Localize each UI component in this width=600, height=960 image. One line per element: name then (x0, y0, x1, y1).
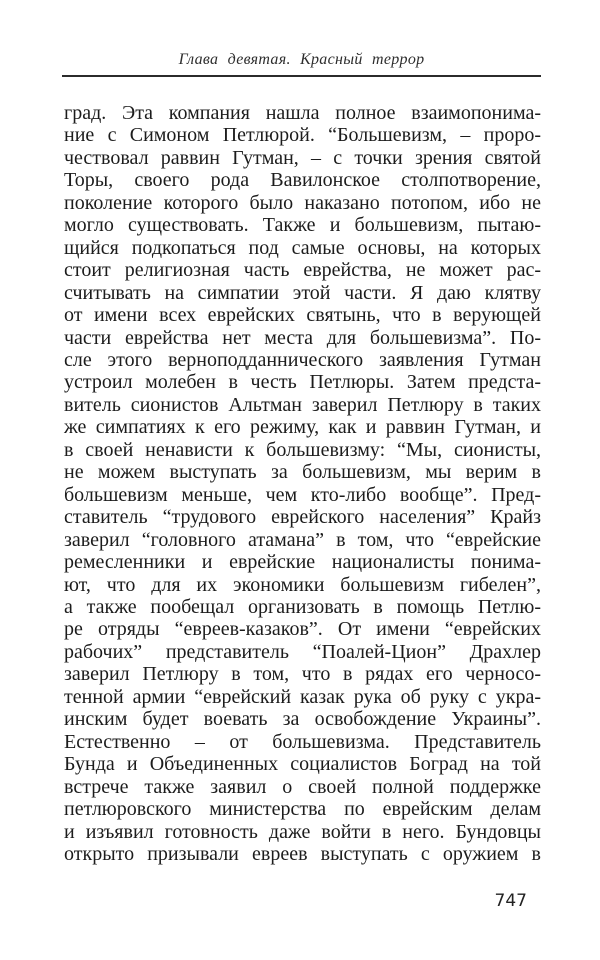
text-line: поколение которого было наказано потопом, ибо не (64, 191, 541, 214)
text-line: части еврейства нет места для большевизма”. По- (64, 326, 541, 349)
text-line: ние с Симоном Петлюрой. “Большевизм, – проро- (64, 124, 541, 147)
text-line: тенной армии “еврейский казак рука об руку с укра- (64, 685, 541, 708)
running-header (62, 50, 541, 77)
text-line: стоит религиозная часть еврейства, не может рас- (64, 259, 541, 282)
text-line: встрече также заявил о своей полной поддержке (64, 775, 541, 798)
text-line: витель сионистов Альтман заверил Петлюру в таких (64, 393, 541, 416)
text-line: Торы, своего рода Вавилонское столпотворение, (64, 169, 541, 192)
page-number: 747 (494, 891, 527, 911)
page-text (64, 102, 541, 865)
text-line: и изъявил готовность даже войти в него. Бундовцы (64, 820, 541, 843)
text-line: в своей ненависти к большевизму: “Мы, сионисты, (64, 438, 541, 461)
text-line: инским будет воевать за освобождение Украины”. (64, 708, 541, 731)
text-line: ремесленники и еврейские националисты понима- (64, 551, 541, 574)
text-line: могло существовать. Также и большевизм, пытаю- (64, 214, 541, 237)
text-line: от имени всех еврейских святынь, что в верующей (64, 304, 541, 327)
text-line: Естественно – от большевизма. Представитель (64, 730, 541, 753)
text-line: петлюровского министерства по еврейским делам (64, 798, 541, 821)
text-line: устроил молебен в честь Петлюры. Затем предста- (64, 371, 541, 394)
text-line: ют, что для их экономики большевизм гибелен”, (64, 573, 541, 596)
text-line: чествовал раввин Гутман, – с точки зрения святой (64, 146, 541, 169)
text-line: не можем выступать за большевизм, мы верим в (64, 461, 541, 484)
text-line: щийся подкопаться под самые основы, на которых (64, 236, 541, 259)
header-rule (62, 75, 541, 77)
text-line: рабочих” представитель “Поалей-Цион” Драхлер (64, 640, 541, 663)
text-line: же симпатиях к его режиму, как и раввин Гутман, и (64, 416, 541, 439)
text-line: град. Эта компания нашла полное взаимопонима- (64, 102, 541, 124)
text-line: открыто призывали евреев выступать с оружием в (64, 842, 541, 865)
text-line: Бунда и Объединенных социалистов Боград на той (64, 753, 541, 776)
chapter-header: Глава девятая. Красный террор (178, 51, 425, 68)
text-line: а также пообещал организовать в помощь Петлю- (64, 595, 541, 618)
text-line: заверил “головного атамана” в том, что “еврейские (64, 528, 541, 551)
text-line: ставитель “трудового еврейского населения” Крайз (64, 506, 541, 529)
text-line: большевизм меньше, чем кто-либо вообще”. Пред- (64, 483, 541, 506)
text-line: считывать на симпатии этой части. Я даю клятву (64, 281, 541, 304)
text-line: сле этого верноподданнического заявления Гутман (64, 348, 541, 371)
text-line: ре отряды “евреев-казаков”. От имени “еврейских (64, 618, 541, 641)
text-line: заверил Петлюру в том, что в рядах его черносо- (64, 663, 541, 686)
